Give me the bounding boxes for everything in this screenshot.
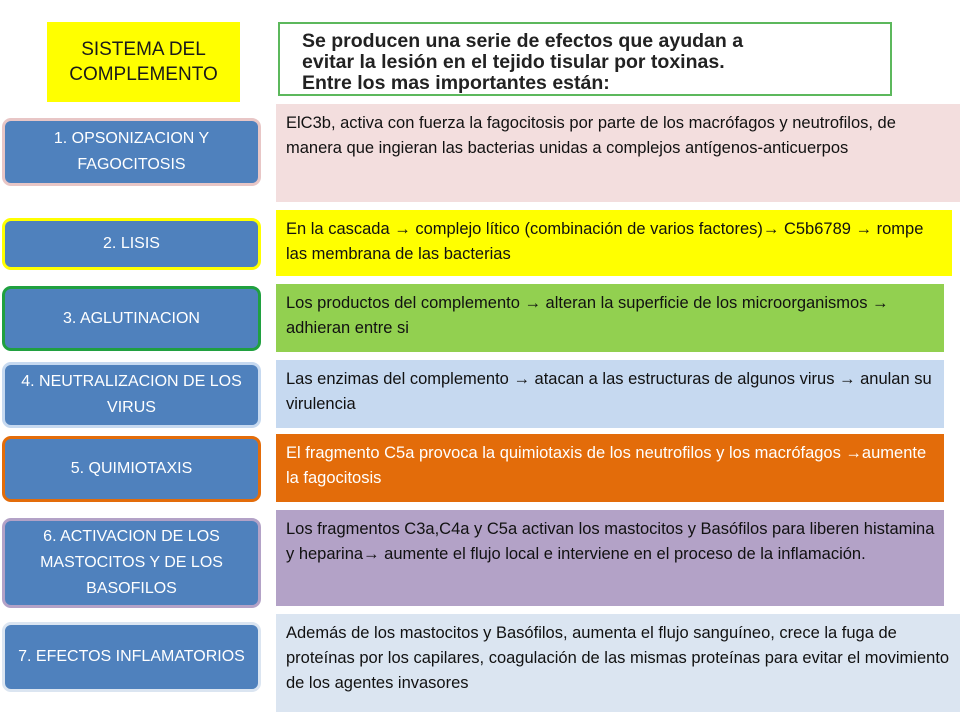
desc-neutralizacion: Las enzimas del complemento → atacan a las estructuras de algunos virus → anulan su virulencia (276, 360, 944, 428)
label-quimiotaxis: 5. QUIMIOTAXIS (2, 436, 261, 502)
slide-title: SISTEMA DEL COMPLEMENTO (47, 22, 240, 102)
label-activacion-mastocitos: 6. ACTIVACION DE LOS MASTOCITOS Y DE LOS BASOFILOS (2, 518, 261, 608)
desc-aglutinacion: Los productos del complemento → alteran la superficie de los microorganismos → adhieran entre si (276, 284, 944, 352)
label-opsonizacion: 1. OPSONIZACION Y FAGOCITOSIS (2, 118, 261, 186)
label-aglutinacion: 3. AGLUTINACION (2, 286, 261, 351)
desc-activacion-mastocitos: Los fragmentos C3a,C4a y C5a activan los mastocitos y Basófilos para liberen histamina y heparina→ aumente el flujo local e interviene en el proceso de la inflamación. (276, 510, 944, 606)
desc-lisis: En la cascada → complejo lítico (combinación de varios factores)→ C5b6789 → rompe las membrana de las bacterias (276, 210, 952, 276)
desc-opsonizacion: ElC3b, activa con fuerza la fagocitosis por parte de los macrófagos y neutrofilos, de manera que ingieran las bacterias unidas a complejos antígenos-anticuerpos (276, 104, 960, 202)
label-lisis: 2. LISIS (2, 218, 261, 270)
label-neutralizacion: 4. NEUTRALIZACION DE LOS VIRUS (2, 362, 261, 428)
desc-efectos-inflamatorios: Además de los mastocitos y Basófilos, aumenta el flujo sanguíneo, crece la fuga de proteínas por los capilares, coagulación de las mismas proteínas para evitar el movimiento de los agentes invasores (276, 614, 960, 712)
intro-text: Se producen una serie de efectos que ayudan a evitar la lesión en el tejido tisular por toxinas. Entre los mas importantes están: (278, 22, 892, 96)
desc-quimiotaxis: El fragmento C5a provoca la quimiotaxis de los neutrofilos y los macrófagos →aumente la fagocitosis (276, 434, 944, 502)
label-efectos-inflamatorios: 7. EFECTOS INFLAMATORIOS (2, 622, 261, 692)
